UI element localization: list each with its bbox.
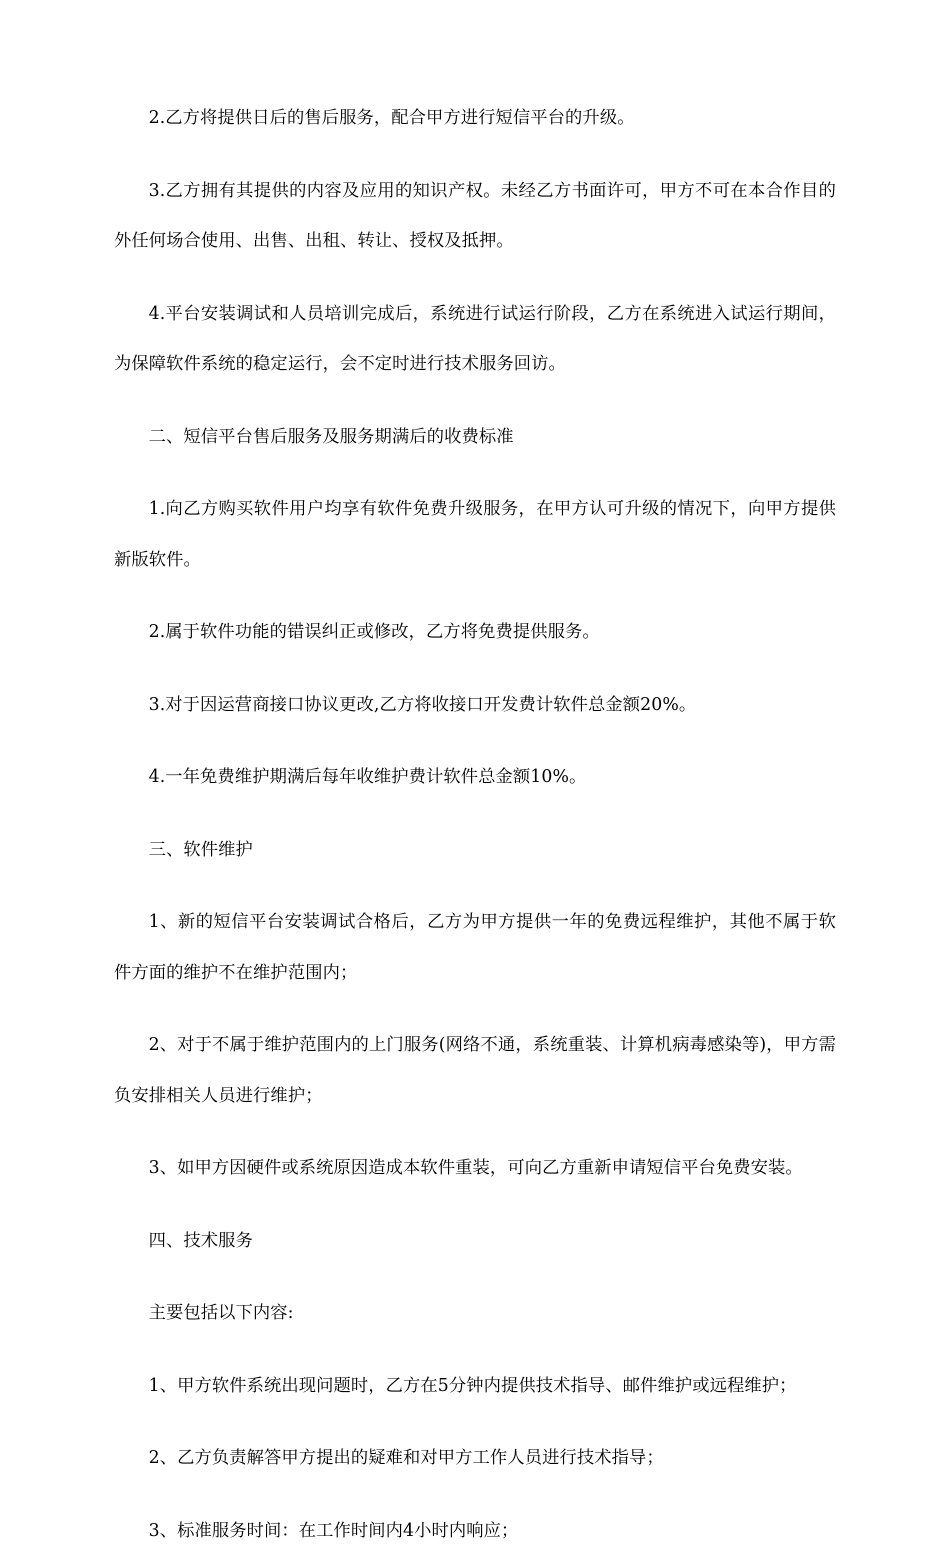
paragraph-free-upgrade: 1.向乙方购买软件用户均享有软件免费升级服务，在甲方认可升级的情况下，向甲方提供新版软件。 — [114, 484, 836, 585]
paragraph-technical-guidance: 2、乙方负责解答甲方提出的疑难和对甲方工作人员进行技术指导； — [114, 1433, 836, 1484]
paragraph-main-contents: 主要包括以下内容: — [114, 1288, 836, 1339]
paragraph-remote-maintenance: 1、新的短信平台安装调试合格后，乙方为甲方提供一年的免费远程维护，其他不属于软件方面的维护不在维护范围内； — [114, 897, 836, 998]
paragraph-problem-response: 1、甲方软件系统出现问题时，乙方在5分钟内提供技术指导、邮件维护或远程维护； — [114, 1361, 836, 1412]
paragraph-maintenance-fee: 4.一年免费维护期满后每年收维护费计软件总金额10%。 — [114, 752, 836, 803]
section-heading-technical-service: 四、技术服务 — [114, 1216, 836, 1267]
paragraph-error-correction: 2.属于软件功能的错误纠正或修改，乙方将免费提供服务。 — [114, 607, 836, 658]
paragraph-onsite-service: 2、对于不属于维护范围内的上门服务(网络不通，系统重装、计算机病毒感染等)，甲方需负安排相关人员进行维护； — [114, 1020, 836, 1121]
paragraph-reinstall: 3、如甲方因硬件或系统原因造成本软件重装，可向乙方重新申请短信平台免费安装。 — [114, 1143, 836, 1194]
paragraph-service-time: 3、标准服务时间：在工作时间内4小时内响应； — [114, 1506, 836, 1556]
paragraph-interface-change-fee: 3.对于因运营商接口协议更改,乙方将收接口开发费计软件总金额20%。 — [114, 680, 836, 731]
section-heading-software-maintenance: 三、软件维护 — [114, 825, 836, 876]
section-heading-fee-standard: 二、短信平台售后服务及服务期满后的收费标准 — [114, 412, 836, 463]
paragraph-trial-run: 4.平台安装调试和人员培训完成后，系统进行试运行阶段，乙方在系统进入试运行期间，为保障软件系统的稳定运行，会不定时进行技术服务回访。 — [114, 289, 836, 390]
paragraph-intellectual-property: 3.乙方拥有其提供的内容及应用的知识产权。未经乙方书面许可，甲方不可在本合作目的外任何场合使用、出售、出租、转让、授权及抵押。 — [114, 166, 836, 267]
paragraph-after-sales-upgrade: 2.乙方将提供日后的售后服务，配合甲方进行短信平台的升级。 — [114, 93, 836, 144]
